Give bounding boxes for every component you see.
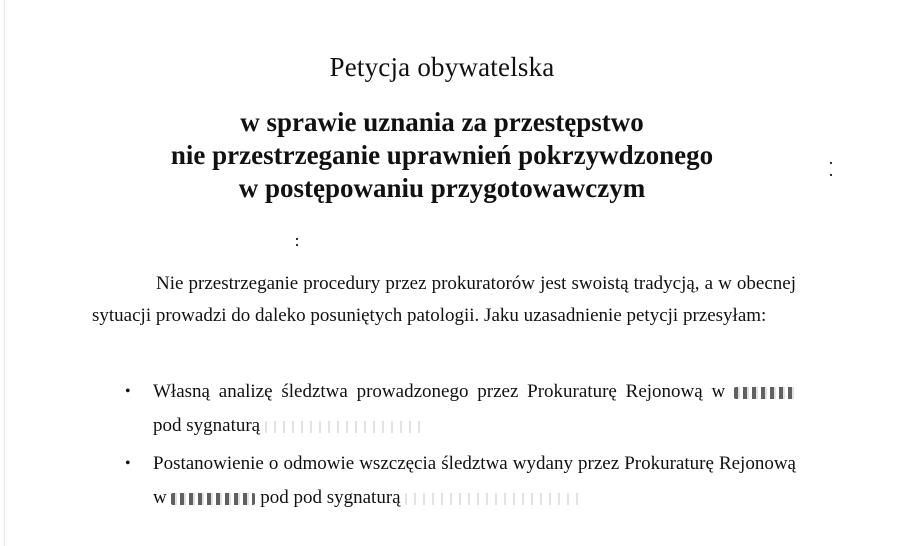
subtitle-line: w sprawie uznania za przestępstwo <box>240 107 644 137</box>
redacted-signature <box>405 493 585 505</box>
subtitle-line: nie przestrzeganie uprawnień pokrzywdzonego <box>170 140 714 170</box>
paragraph-text: Nie przestrzeganie procedury przez prokuratorów jest swoistą tradycją, a w obecnej sytuacji prowadzi do daleko posuniętych patologii. Jaku uzasadnienie petycji przesyłam: <box>92 273 796 326</box>
bullet-icon: • <box>125 383 131 400</box>
list-item <box>92 375 796 443</box>
redacted-city <box>734 387 796 399</box>
list-item-text: Postanowienie o odmowie wszczęcia śledztwa wydany przez Prokuraturę Rejonową w <box>153 453 796 508</box>
list-item-text: Własną analizę śledztwa prowadzonego przez Prokuraturę Rejonową w <box>153 381 726 402</box>
scan-speck <box>830 162 832 164</box>
list-item-text: pod pod sygnaturą <box>260 487 401 508</box>
bullet-icon: • <box>125 455 131 472</box>
subtitle-line: w postępowaniu przygotowawczym <box>238 173 646 203</box>
intro-paragraph <box>92 268 796 332</box>
scan-speck <box>830 174 832 176</box>
document-title: Petycja obywatelska <box>329 52 555 82</box>
scan-speck <box>296 244 298 246</box>
redacted-signature <box>265 421 425 433</box>
document-subtitle <box>0 106 884 205</box>
evidence-list <box>92 375 796 519</box>
scan-speck <box>296 238 298 240</box>
list-item <box>92 447 796 515</box>
redacted-city <box>171 493 255 505</box>
list-item-text: pod sygnaturą <box>153 415 261 436</box>
